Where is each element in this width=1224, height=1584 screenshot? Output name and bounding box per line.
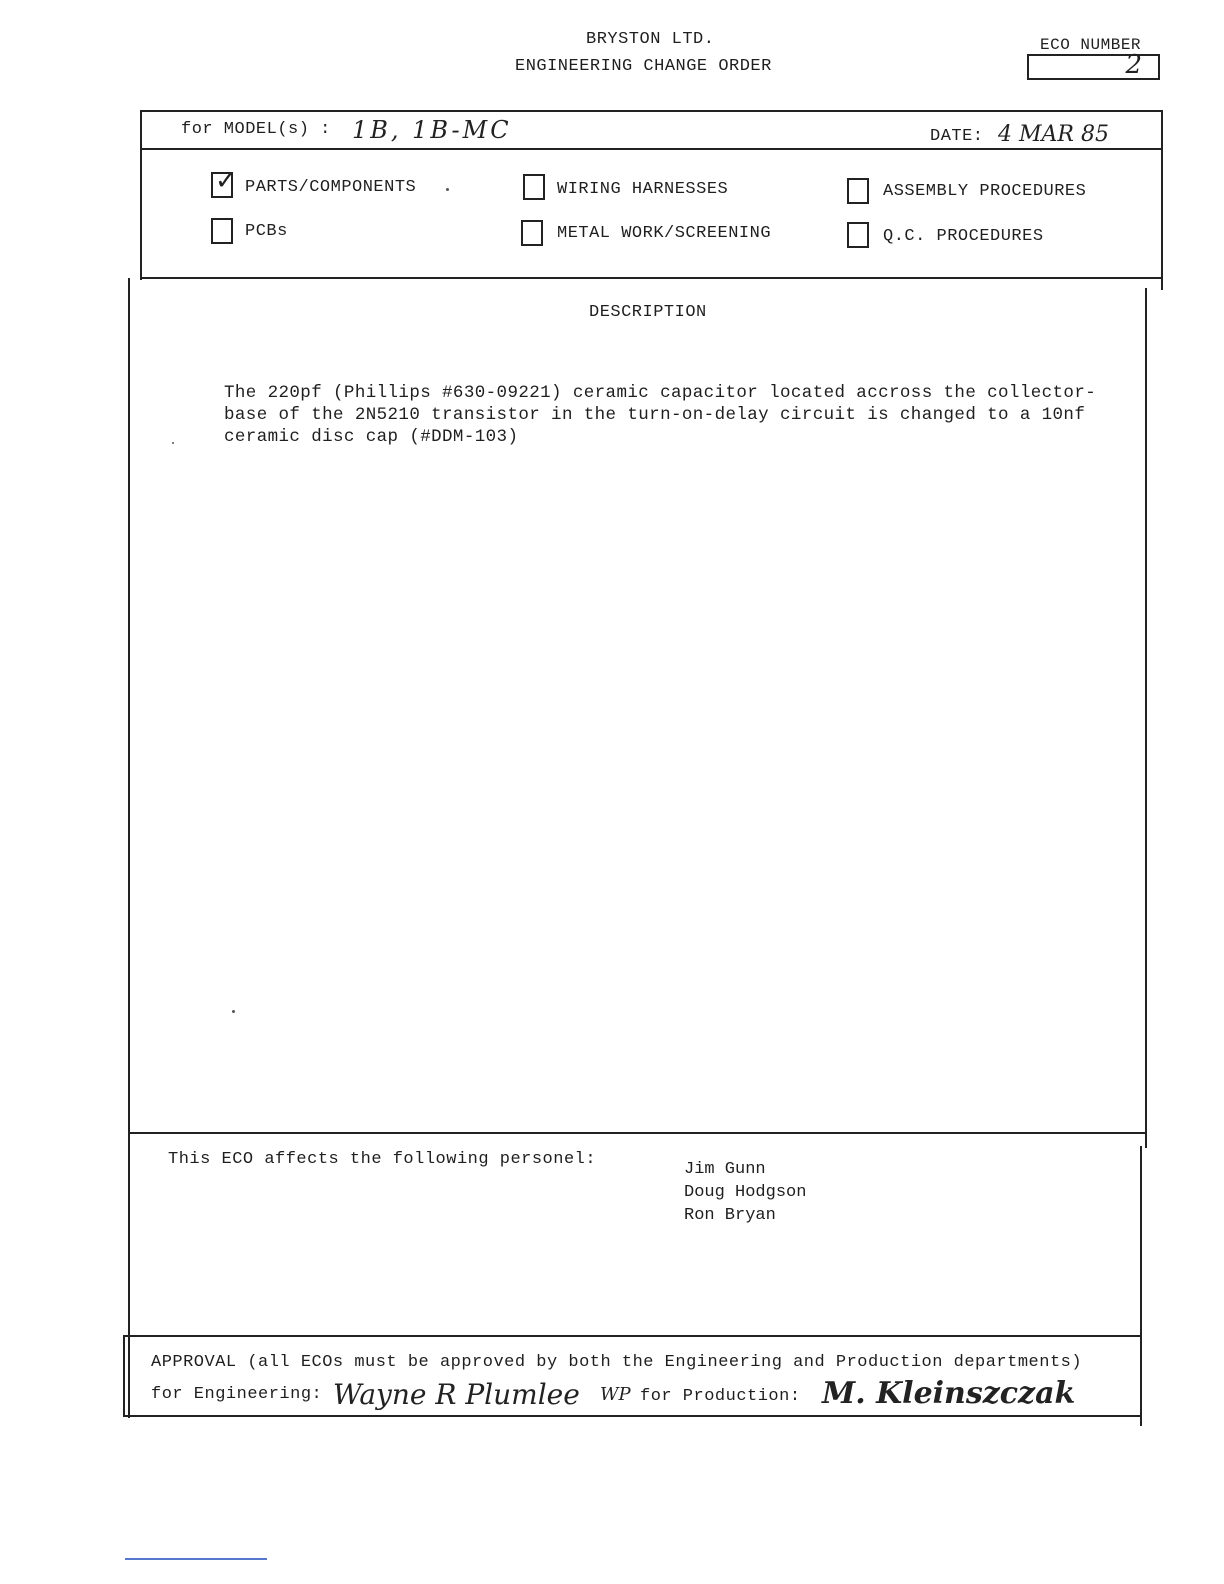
- description-line: base of the 2N5210 transistor in the turn-on-delay circuit is changed to a 10nf: [224, 405, 1086, 425]
- description-heading: DESCRIPTION: [589, 303, 707, 322]
- personnel-list: [684, 1158, 806, 1227]
- pcbs-checkbox[interactable]: [211, 218, 233, 244]
- personnel-name: Jim Gunn: [684, 1160, 766, 1179]
- qc-checkbox[interactable]: [847, 222, 869, 248]
- form-title: ENGINEERING CHANGE ORDER: [515, 57, 772, 76]
- engineering-initials: WP: [600, 1384, 631, 1405]
- date-label: DATE:: [930, 127, 984, 146]
- scan-speck: [232, 1010, 235, 1013]
- eco-number-value: 2: [1125, 50, 1142, 80]
- description-body: [224, 382, 1124, 448]
- description-line: The 220pf (Phillips #630-09221) ceramic capacitor located accross the collector-: [224, 383, 1097, 403]
- assembly-checkbox[interactable]: [847, 178, 869, 204]
- description-line: ceramic disc cap (#DDM-103): [224, 427, 519, 447]
- model-label: for MODEL(s) :: [181, 120, 331, 139]
- parts-label: PARTS/COMPONENTS: [245, 178, 417, 197]
- date-value: 4 MAR 85: [998, 122, 1109, 147]
- scan-speck: [446, 188, 449, 191]
- qc-label: Q.C. PROCEDURES: [883, 227, 1044, 246]
- metal-checkbox[interactable]: [521, 220, 543, 246]
- model-values: 1B, 1B-MC: [352, 116, 512, 144]
- scan-underline: [125, 1558, 267, 1560]
- engineering-label: for Engineering:: [151, 1385, 323, 1404]
- production-label: for Production:: [640, 1387, 801, 1406]
- parts-checkbox[interactable]: [211, 172, 233, 198]
- personnel-label: This ECO affects the following personel:: [168, 1150, 597, 1169]
- personnel-name: Doug Hodgson: [684, 1183, 807, 1202]
- assembly-label: ASSEMBLY PROCEDURES: [883, 182, 1087, 201]
- wiring-checkbox[interactable]: [523, 174, 545, 200]
- eco-number-label: ECO NUMBER: [1040, 36, 1142, 54]
- approval-statement: APPROVAL (all ECOs must be approved by both the Engineering and Production departments): [151, 1353, 1083, 1372]
- metal-label: METAL WORK/SCREENING: [557, 224, 772, 243]
- wiring-label: WIRING HARNESSES: [557, 180, 729, 199]
- production-signature: M. Kleinszczak: [822, 1376, 1076, 1411]
- company-name: BRYSTON LTD.: [586, 30, 715, 49]
- scan-speck: [172, 442, 174, 444]
- engineering-signature: Wayne R Plumlee: [333, 1378, 580, 1411]
- eco-number-box: [1027, 50, 1160, 80]
- pcbs-label: PCBs: [245, 222, 288, 241]
- personnel-name: Ron Bryan: [684, 1206, 776, 1225]
